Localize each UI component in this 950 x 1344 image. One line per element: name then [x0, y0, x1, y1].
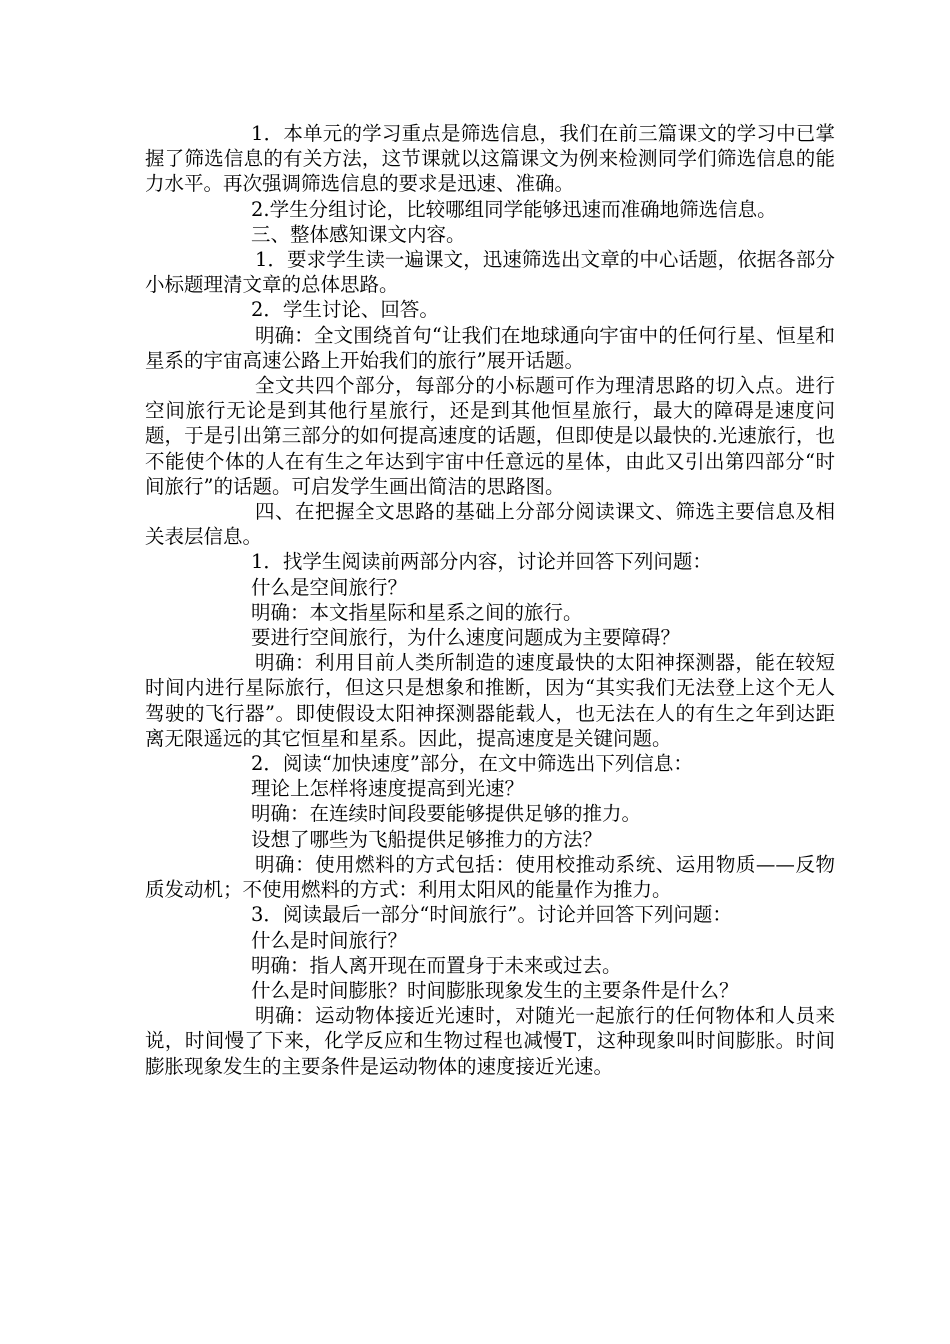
paragraph-clarify-topic: 明确：全文围绕首句“让我们在地球通向宇宙中的任何行星、恒星和星系的宇宙高速公路上开始我们的旅行”展开话题。: [145, 323, 835, 372]
paragraph-first-two-parts: 1．找学生阅读前两部分内容，讨论并回答下列问题：: [251, 550, 712, 574]
answer-time-travel: 明确：指人离开现在而置身于未来或过去。: [251, 953, 622, 977]
question-speed-obstacle: 要进行空间旅行，为什么速度问题成为主要障碍？: [251, 626, 681, 650]
document-body: [145, 121, 835, 1079]
answer-thrust-methods: 明确：使用燃料的方式包括：使用校推动系统、运用物质——反物质发动机；不使用燃料的方式：利用太阳风的能量作为推力。: [145, 852, 835, 902]
question-light-speed: 理论上怎样将速度提高到光速？: [251, 777, 525, 801]
paragraph-study-focus: 1．本单元的学习重点是筛选信息，我们在前三篇课文的学习中已掌握了筛选信息的有关方法，这节课就以这篇课文为例来检测同学们筛选信息的能力水平。再次强调筛选信息的要求是迅速、准确。: [145, 122, 835, 196]
answer-speed-obstacle: 明确：利用目前人类所制造的速度最快的太阳神探测器，能在较短时间内进行星际旅行，但这只是想象和推断，因为“其实我们无法登上这个无人驾驶的飞行器”。即使假设太阳神探测器能载人，也无法在人的有生之年到达距离无限遥远的其它恒星和星系。因此，提高速度是关键问题。: [145, 651, 835, 750]
answer-time-dilation: 明确：运动物体接近光速时，对随光一起旅行的任何物体和人员来说，时间慢了下来，化学反应和生物过程也减慢Т，这种现象叫时间膨胀。时间膨胀现象发生的主要条件是运动物体的速度接近光速。: [145, 1004, 835, 1078]
paragraph-four-parts: 全文共四个部分，每部分的小标题可作为理清思路的切入点。进行空间旅行无论是到其他行星旅行，还是到其他恒星旅行，最大的障碍是速度问题，于是引出第三部分的如何提高速度的话题，但即使是以最快的.光速旅行，也不能使个体的人在有生之年达到宇宙中任意远的星体，由此又引出第四部分“时间旅行”的话题。可启发学生画出简洁的思路图。: [145, 374, 835, 498]
question-space-travel: 什么是空间旅行？: [251, 575, 408, 599]
question-time-dilation: 什么是时间膨胀？时间膨胀现象发生的主要条件是什么？: [251, 978, 739, 1002]
question-time-travel: 什么是时间旅行？: [251, 928, 408, 952]
answer-space-travel: 明确：本文指星际和星系之间的旅行。: [251, 600, 583, 624]
answer-light-speed: 明确：在连续时间段要能够提供足够的推力。: [251, 802, 642, 826]
paragraph-speed-up-section: 2．阅读“加快速度”部分，在文中筛选出下列信息：: [251, 752, 693, 776]
paragraph-time-travel-section: 3．阅读最后一部分“时间旅行”。讨论并回答下列问题：: [251, 903, 732, 927]
paragraph-students-answer: 2．学生讨论、回答。: [251, 298, 439, 322]
question-thrust-methods: 设想了哪些为飞船提供足够推力的方法？: [251, 827, 603, 851]
paragraph-group-discussion: 2.学生分组讨论，比较哪组同学能够迅速而准确地筛选信息。: [251, 197, 777, 221]
paragraph-read-text-once: 1．要求学生读一遍课文，迅速筛选出文章的中心话题，依据各部分小标题理清文章的总体思路。: [145, 248, 835, 297]
section-heading-overall-perception: 三、整体感知课文内容。: [251, 222, 466, 246]
section-heading-read-by-part: 四、在把握全文思路的基础上分部分阅读课文、筛选主要信息及相关表层信息。: [145, 500, 835, 549]
